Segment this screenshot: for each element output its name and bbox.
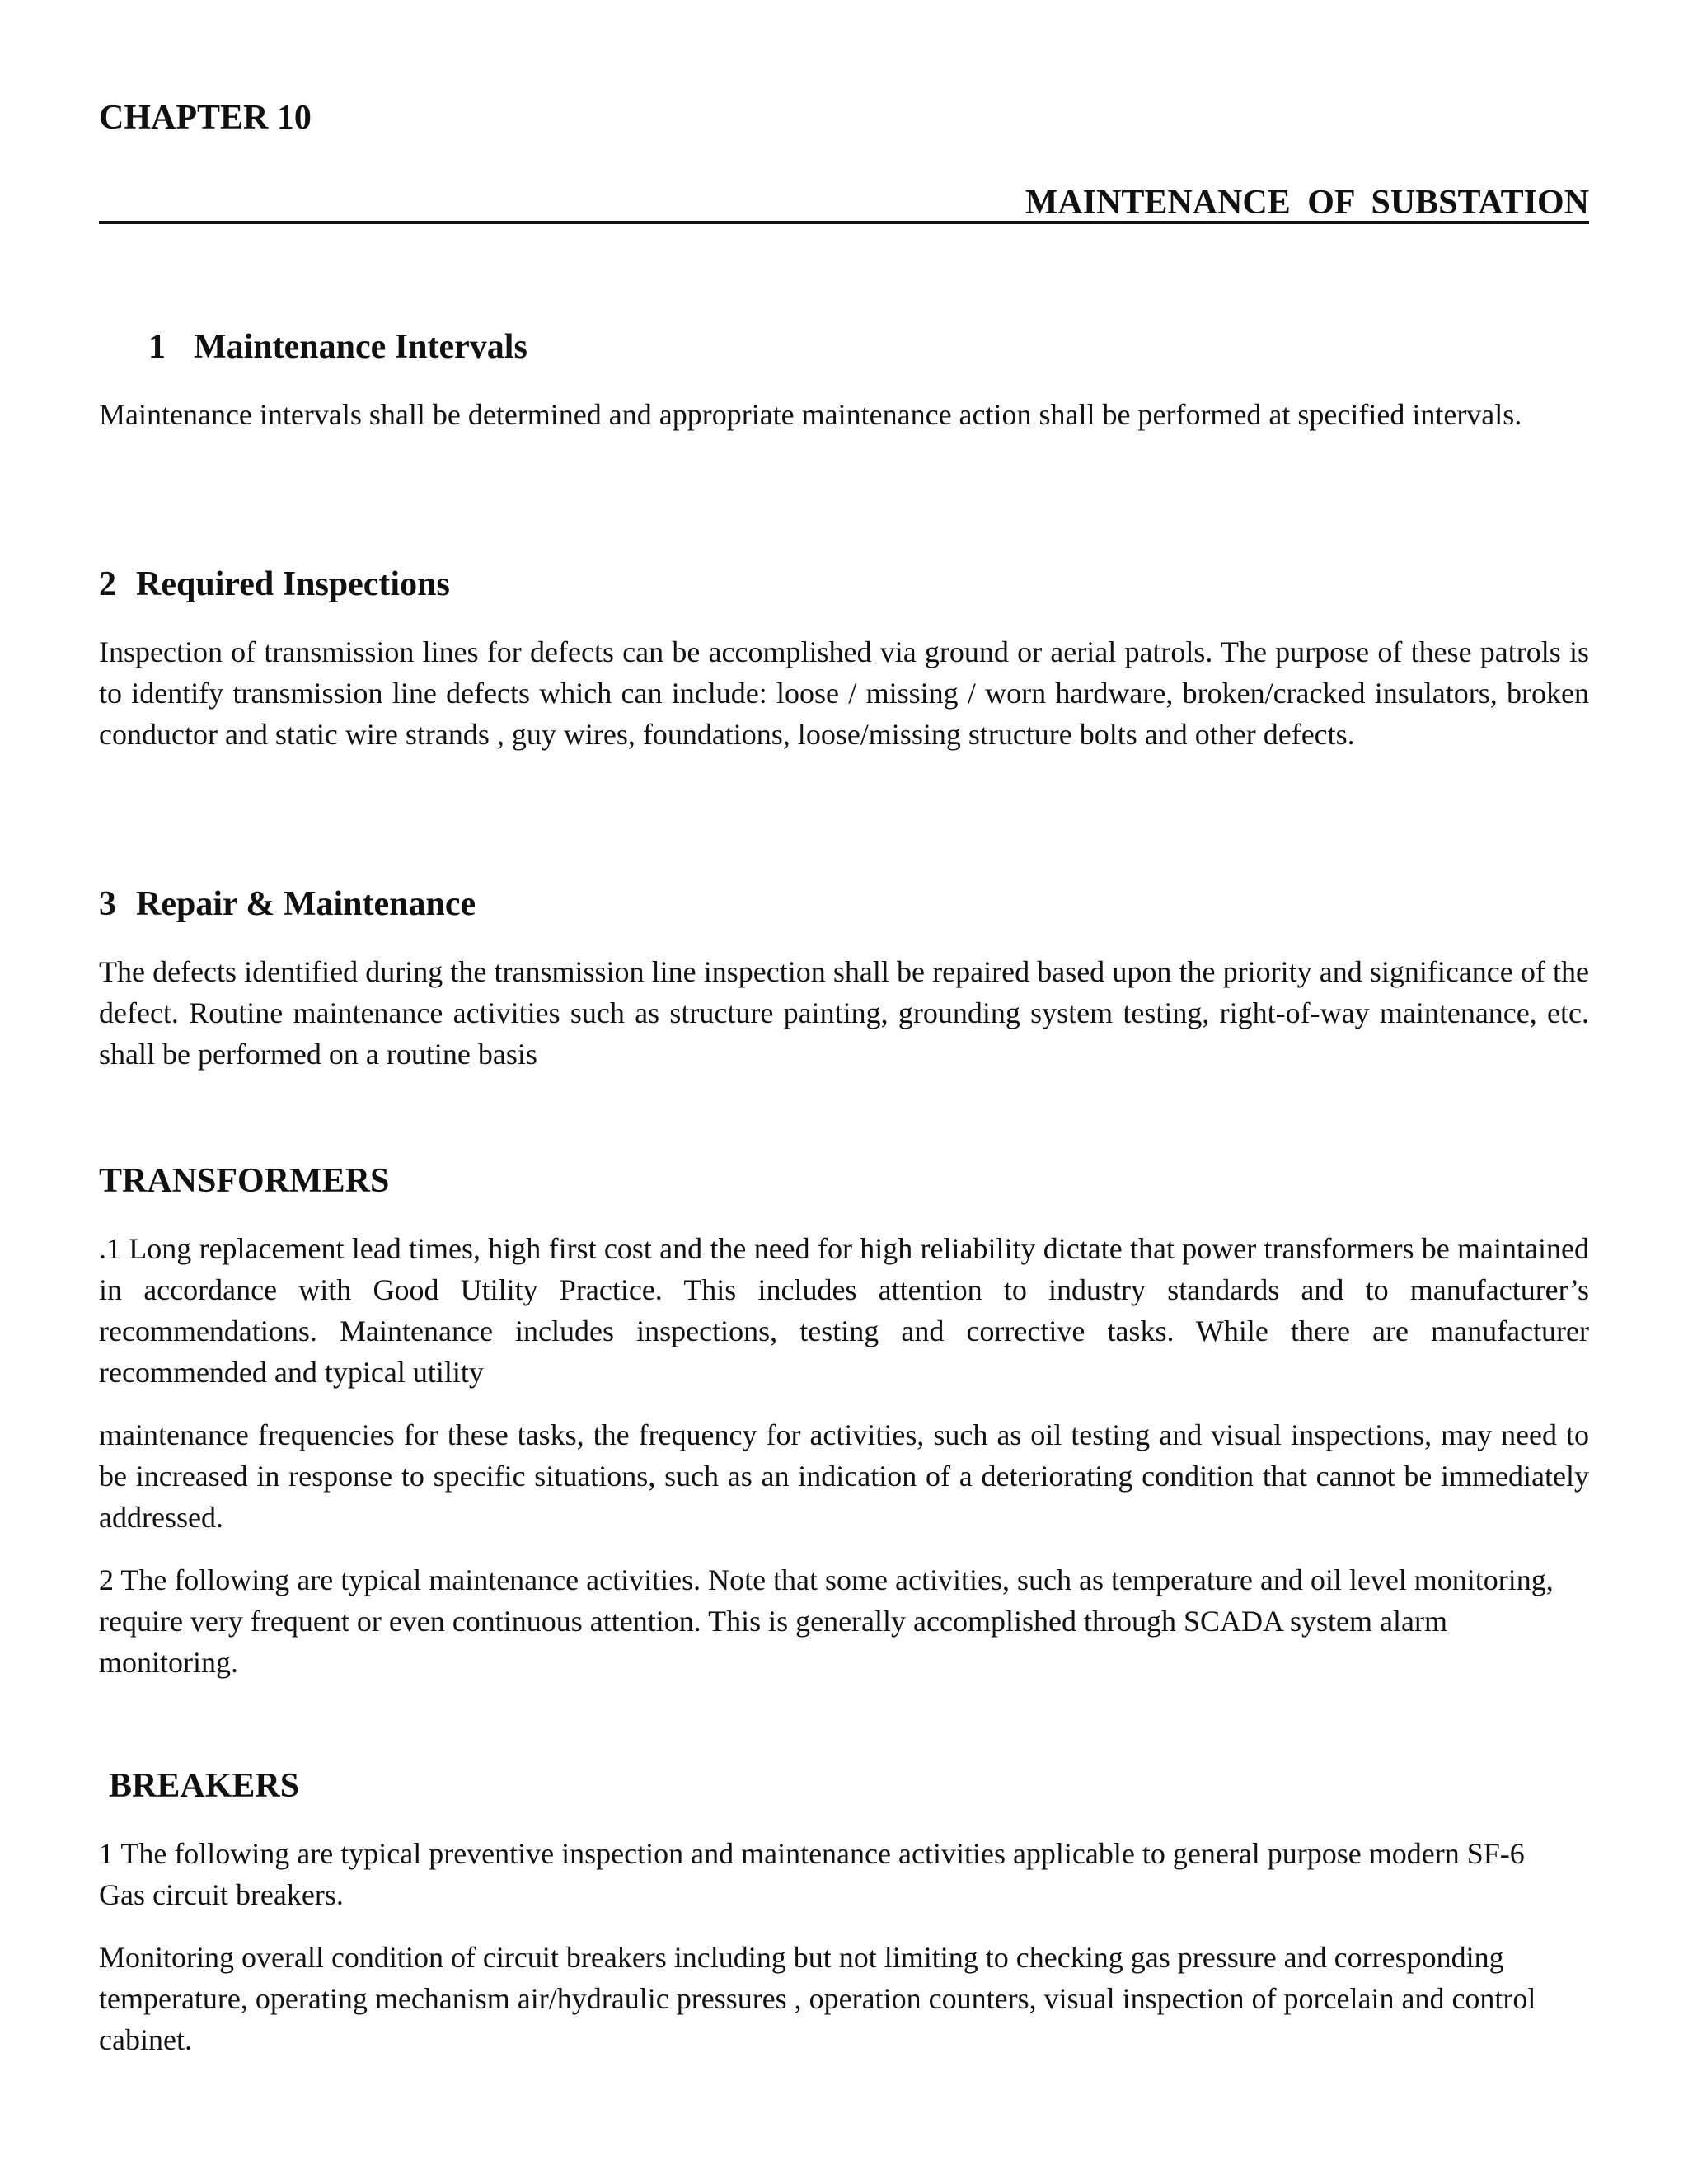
section-title: Required Inspections (136, 565, 450, 603)
title-underline-rule (99, 221, 1589, 224)
transformers-paragraph-3: 2 The following are typical maintenance activities. Note that some activities, such as temperature and oil level monitoring, require very frequent or even continuous attention. This is generally accomplished through SCADA system alarm monitoring. (99, 1563, 1554, 1679)
section-number: 2 (99, 565, 116, 603)
section-number: 1 (148, 328, 166, 366)
breakers-heading: BREAKERS (109, 1767, 300, 1805)
section-title: Maintenance Intervals (194, 328, 528, 366)
chapter-label: CHAPTER 10 (99, 99, 312, 137)
section-2-text: Inspection of transmission lines for defects can be accomplished via ground or aerial patrols. The purpose of these patrols is to identify transmission line defects which can include: loose / missing / worn hardware, broken/cracked insulators, broken conductor and static wire strands , guy wires, foundations, loose/missing structure bolts and other defects. (99, 635, 1589, 751)
section-3-text: The defects identified during the transmission line inspection shall be repaired based upon the priority and significance of the defect. Routine maintenance activities such as structure painting, grounding system testing, right-of-way maintenance, etc. shall be performed on a routine basis (99, 955, 1589, 1071)
section-1-heading (148, 326, 528, 368)
section-2-heading (99, 564, 450, 605)
section-title: Repair & Maintenance (136, 885, 476, 923)
transformers-paragraph-1: .1 Long replacement lead times, high first cost and the need for high reliability dictate that power transformers be maintained in accordance with Good Utility Practice. This includes attention to industry standards and to manufacturer’s recommendations. Maintenance includes inspections, testing and corrective tasks. While there are manufacturer recommended and typical utility (99, 1232, 1589, 1389)
transformers-paragraph-2: maintenance frequencies for these tasks, the frequency for activities, such as oil testing and visual inspections, may need to be increased in response to specific situations, such as an indication of a deteriorating condition that cannot be immediately addressed. (99, 1418, 1589, 1534)
breakers-paragraph-2: Monitoring overall condition of circuit breakers including but not limiting to checking gas pressure and corresponding temperature, operating mechanism air/hydraulic pressures , operation counters, visual inspection of porcelain and control cabinet. (99, 1941, 1536, 2056)
chapter-title: MAINTENANCE OF SUBSTATION (1025, 184, 1589, 222)
section-3-heading (99, 883, 476, 925)
section-1-text: Maintenance intervals shall be determined and appropriate maintenance action shall be performed at specified intervals. (99, 398, 1522, 431)
breakers-paragraph-1: 1 The following are typical preventive inspection and maintenance activities applicable to general purpose modern SF-6 Gas circuit breakers. (99, 1837, 1525, 1911)
section-number: 3 (99, 885, 116, 923)
transformers-heading: TRANSFORMERS (99, 1162, 390, 1200)
